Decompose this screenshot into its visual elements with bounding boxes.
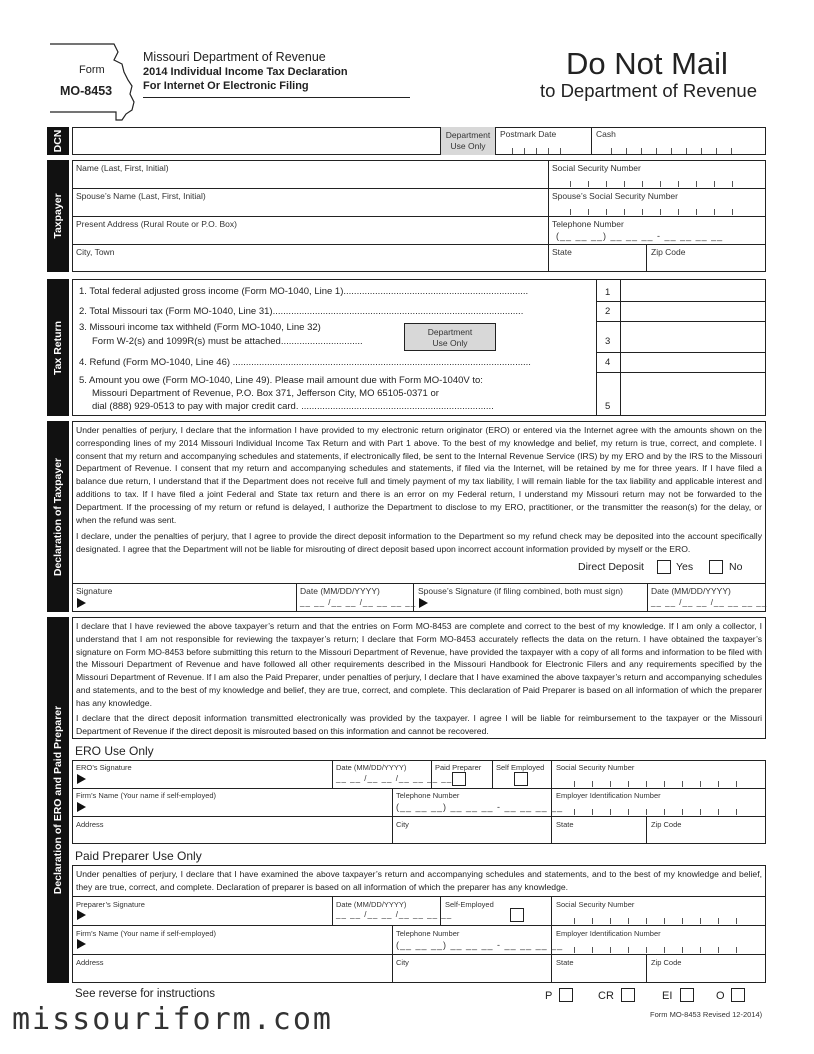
code-cr-checkbox[interactable]: [621, 988, 635, 1002]
address-field[interactable]: Present Address (Rural Route or P.O. Box): [76, 219, 237, 229]
line-5-address: Missouri Department of Revenue, P.O. Box 371, Jefferson City, MO 65105-0371 or: [92, 388, 439, 399]
line-num-1: 1: [605, 287, 611, 298]
ero-telephone-mask: (__ __ __) __ __ __ - __ __ __ __: [396, 802, 564, 812]
line-2-amount-field[interactable]: [622, 302, 764, 320]
preparer-state-field[interactable]: State: [556, 958, 574, 967]
ero-ssn-ticks: [556, 781, 762, 787]
do-not-mail-heading: Do Not Mail: [566, 46, 728, 81]
line-5-phone: dial (888) 929-0513 to pay with major credit card. .........................................................................: [92, 401, 494, 412]
line-5-amount-owed: 5. Amount you owe (Form MO-1040, Line 49). Please mail amount due with Form MO-1040V to:: [79, 375, 483, 386]
line-num-4: 4: [605, 357, 611, 368]
pp-self-employed-checkbox[interactable]: [510, 908, 524, 922]
ero-firm-arrow-icon: [77, 802, 86, 812]
spouse-date-mask: __ __ /__ __ /__ __ __ __: [651, 598, 768, 607]
missouri-state-outline: [46, 42, 146, 122]
spouse-ssn-field[interactable]: Spouse’s Social Security Number: [552, 191, 678, 201]
spouse-signature-arrow-icon: [419, 598, 428, 608]
dcn-side-label: DCN: [47, 127, 69, 155]
line-2-missouri-tax: 2. Total Missouri tax (Form MO-1040, Line 31)...............................................................................................: [79, 306, 524, 317]
ero-ein-field[interactable]: Employer Identification Number: [556, 791, 661, 800]
code-cr-label: CR: [598, 990, 614, 1002]
code-ei-checkbox[interactable]: [680, 988, 694, 1002]
preparer-date-mask: __ __ /__ __ /__ __ __ __: [336, 910, 453, 919]
ero-zip-field[interactable]: Zip Code: [651, 820, 682, 829]
preparer-address-field[interactable]: Address: [76, 958, 104, 967]
pp-self-employed-label: Self-Employed: [445, 900, 494, 909]
line-3-note: Form W-2(s) and 1099R(s) must be attached...............................: [92, 336, 363, 347]
dcn-dept-use-only: Department Use Only: [440, 127, 496, 155]
direct-deposit-no-label: No: [729, 561, 743, 573]
ero-telephone-field[interactable]: Telephone Number: [396, 791, 460, 800]
ero-ein-ticks: [556, 809, 762, 815]
tax-return-side-label: Tax Return: [47, 279, 69, 416]
line-4-amount-field[interactable]: [622, 353, 764, 371]
telephone-field[interactable]: Telephone Number: [552, 219, 624, 229]
dcn-divider: [591, 127, 592, 155]
preparer-signature-field[interactable]: Preparer’s Signature: [76, 900, 145, 909]
preparer-zip-field[interactable]: Zip Code: [651, 958, 682, 967]
line-1-amount-field[interactable]: [622, 281, 764, 300]
spouse-name-field[interactable]: Spouse’s Name (Last, First, Initial): [76, 191, 206, 201]
paid-preparer-use-only-title: Paid Preparer Use Only: [75, 849, 202, 863]
ssn-field[interactable]: Social Security Number: [552, 163, 641, 173]
taxpayer-date-mask: __ __ /__ __ /__ __ __ __: [300, 598, 417, 607]
ero-firm-name-field[interactable]: Firm’s Name (Your name if self-employed): [76, 791, 217, 800]
preparer-signature-arrow-icon: [77, 910, 86, 920]
direct-deposit-yes-checkbox[interactable]: [657, 560, 671, 574]
to-department-heading: to Department of Revenue: [540, 80, 757, 101]
see-reverse-instructions: See reverse for instructions: [75, 988, 215, 1000]
preparer-ssn-field[interactable]: Social Security Number: [556, 900, 635, 909]
preparer-firm-arrow-icon: [77, 939, 86, 949]
preparer-ein-field[interactable]: Employer Identification Number: [556, 929, 661, 938]
ero-ssn-field[interactable]: Social Security Number: [556, 763, 635, 772]
spouse-ssn-ticks: [552, 209, 762, 215]
line-num-5: 5: [605, 401, 611, 412]
preparer-date-field[interactable]: Date (MM/DD/YYYY): [336, 900, 407, 909]
form-word: Form: [79, 64, 105, 76]
line-4-refund: 4. Refund (Form MO-1040, Line 46) .................................................................................................................: [79, 357, 531, 368]
code-o-checkbox[interactable]: [731, 988, 745, 1002]
ero-direct-deposit-text: I declare that the direct deposit information transmitted electronically was provided by the taxpayer. I agree I will be liable for reimbursement to the taxpayer or the Missouri Department of Revenue if the direct deposit is misrouted based on this information and cannot be recovered.: [76, 713, 762, 736]
taxpayer-signature-field[interactable]: Signature: [76, 586, 113, 596]
taxpayer-date-field[interactable]: Date (MM/DD/YYYY): [300, 586, 380, 596]
ero-signature-arrow-icon: [77, 774, 86, 784]
preparer-ssn-ticks: [556, 918, 762, 924]
line-3-amount-field[interactable]: [622, 322, 764, 351]
cash-ticks: [596, 148, 762, 154]
cash-label: Cash: [596, 129, 616, 139]
line-1-agi: 1. Total federal adjusted gross income (Form MO-1040, Line 1)......................................................................: [79, 286, 529, 297]
agency-name: Missouri Department of Revenue: [143, 50, 326, 64]
site-watermark: missouriform.com: [12, 1002, 333, 1037]
line-5-amount-field[interactable]: [622, 373, 764, 415]
preparer-ein-ticks: [556, 947, 762, 953]
preparer-telephone-mask: (__ __ __) __ __ __ - __ __ __ __: [396, 940, 564, 950]
line-num-3: 3: [605, 336, 611, 347]
name-field[interactable]: Name (Last, First, Initial): [76, 163, 169, 173]
declaration-ero-side-label: Declaration of ERO and Paid Preparer: [47, 617, 69, 983]
ero-declaration-text: I declare that I have reviewed the above taxpayer’s return and that the entries on Form MO-8453 are complete and correct to the best of my knowledge. If I am only a collector, I understand that I am not responsible for reviewing the taxpayer’s return; I declare that Form MO-8453 accurately reflects the data on the return. I have obtained the taxpayer’s signature on Form MO-8453 before submitting this return to the Missouri Department of Revenue, have provided the taxpayer with a copy of all forms and information to be filed with the Missouri Department of Revenue and have followed all other requirements described in the Missouri Handbook for Electronic Filers and any requirements specified by the Missouri Department of Revenue. If I am also the Paid Preparer, under penalties of perjury, I declare that I have examined the above taxpayer’s return and accompanying schedules and statements, and to the best of my knowledge and belief, they are true, correct, and complete. This declaration of Paid Preparer is based on all information of which the preparer has any knowledge.: [76, 621, 762, 708]
direct-deposit-no-checkbox[interactable]: [709, 560, 723, 574]
tax-return-dept-use-only: Department Use Only: [404, 323, 496, 351]
form-number: MO-8453: [60, 84, 113, 98]
preparer-city-field[interactable]: City: [396, 958, 409, 967]
ssn-ticks: [552, 181, 762, 187]
paid-preparer-label: Paid Preparer: [435, 763, 482, 772]
postmark-date-label: Postmark Date: [500, 129, 557, 139]
form-revised-note: Form MO-8453 Revised 12-2014): [650, 1010, 763, 1019]
taxpayer-declaration-text: Under penalties of perjury, I declare that the information I have provided to my electronic return originator (ERO) or entered via the Internet agree with the amounts shown on the corresponding lines of my 2014 Missouri Individual Income Tax Return and with Part 1 above. To the best of my knowledge and belief, my return is true, correct, and complete. I consent that my return and accompanying schedules and statements, if electronically filed, be sent to the Internal Revenue Service (IRS) by my ERO and by the IRS to the Missouri Department of Revenue. I consent that my return and accompanying schedules and statements, if filed via the Internet, will be retained by me for three years. If I have filed a balance due return, I understand that if the Department does not receive full and timely payment of my tax liability, I will remain liable for the tax liability and applicable interest and additions to tax. If I have filed a joint Federal and State tax return and there is an error on my Federal return, I understand my Missouri return may not be forwarded to the Department. If the processing of my return or refund is delayed, I authorize the Department to disclose to my ERO, practitioner, or the transmitter the reason(s) for the delay, or when the refund was sent.: [76, 425, 762, 525]
paid-preparer-declaration-text: Under penalties of perjury, I declare that I have examined the above taxpayer’s return and accompanying schedules and statements, and to the best of my knowledge and belief, they are true, correct, and complete. Declaration of preparer is based on all information of which the preparer has any knowledge.: [76, 869, 762, 892]
spouse-date-field[interactable]: Date (MM/DD/YYYY): [651, 586, 731, 596]
declaration-taxpayer-side-label: Declaration of Taxpayer: [47, 421, 69, 612]
self-employed-checkbox[interactable]: [514, 772, 528, 786]
postmark-date-ticks: [500, 148, 586, 154]
telephone-mask: (__ __ __) __ __ __ - __ __ __ __: [556, 231, 724, 241]
code-o-label: O: [716, 990, 725, 1002]
paid-preparer-checkbox[interactable]: [452, 772, 466, 786]
zip-field[interactable]: Zip Code: [651, 247, 686, 257]
self-employed-label: Self Employed: [496, 763, 545, 772]
code-ei-label: EI: [662, 990, 673, 1002]
ero-state-field[interactable]: State: [556, 820, 574, 829]
line-3-withheld: 3. Missouri income tax withheld (Form MO-1040, Line 32): [79, 322, 321, 333]
preparer-telephone-field[interactable]: Telephone Number: [396, 929, 460, 938]
taxpayer-signature-arrow-icon: [77, 598, 86, 608]
city-field[interactable]: City, Town: [76, 247, 115, 257]
preparer-firm-name-field[interactable]: Firm’s Name (Your name if self-employed): [76, 929, 217, 938]
form-title: 2014 Individual Income Tax Declaration: [143, 66, 348, 78]
direct-deposit-label: Direct Deposit: [578, 561, 644, 573]
direct-deposit-declaration-text: I declare, under the penalties of perjury, that I agree to provide the direct deposit information to the Department so my refund check may be deposited into the account specifically designated. I agree that the Department will not be liable for misrouting of direct deposit based upon incorrect account information provided by myself or the ERO.: [76, 531, 762, 554]
ero-date-mask: __ __ /__ __ /__ __ __ __: [336, 774, 453, 783]
ero-city-field[interactable]: City: [396, 820, 409, 829]
spouse-signature-field[interactable]: Spouse’s Signature (if filing combined, both must sign): [418, 586, 623, 596]
ero-use-only-title: ERO Use Only: [75, 744, 154, 758]
code-p-label: P: [545, 990, 553, 1002]
taxpayer-side-label: Taxpayer: [47, 160, 69, 272]
state-field[interactable]: State: [552, 247, 572, 257]
form-subtitle: For Internet Or Electronic Filing: [143, 80, 309, 92]
line-num-2: 2: [605, 306, 611, 317]
ero-signature-field[interactable]: ERO’s Signature: [76, 763, 132, 772]
ero-date-field[interactable]: Date (MM/DD/YYYY): [336, 763, 407, 772]
header-rule: [143, 97, 410, 98]
code-p-checkbox[interactable]: [559, 988, 573, 1002]
direct-deposit-yes-label: Yes: [676, 561, 694, 573]
ero-address-field[interactable]: Address: [76, 820, 104, 829]
